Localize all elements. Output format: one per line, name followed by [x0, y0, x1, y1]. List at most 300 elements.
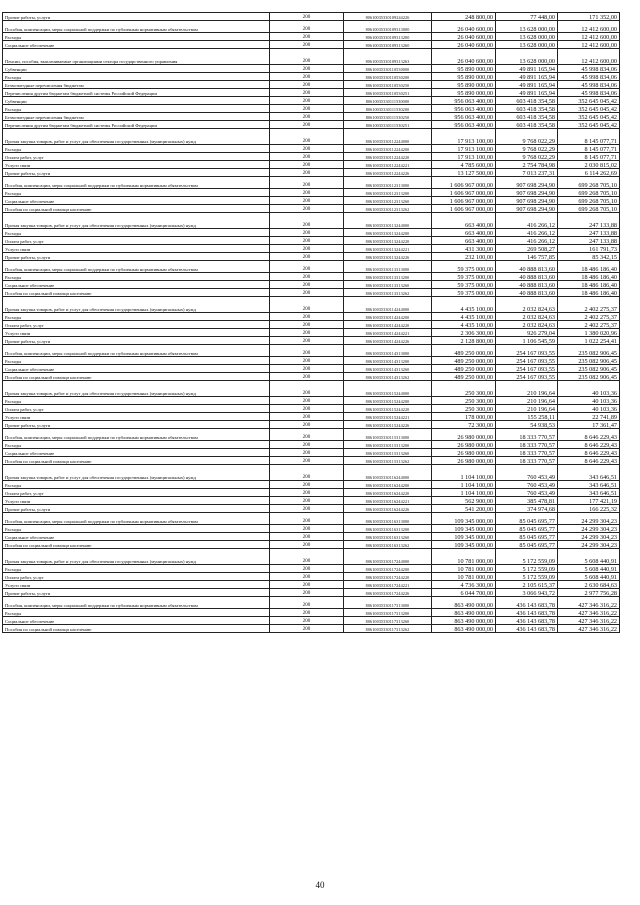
row-remaining-cell: 24 299 304,23: [558, 513, 620, 525]
row-budget-code-cell: 80610035330113244200: [344, 229, 432, 237]
row-executed-cell: 146 757,85: [496, 253, 558, 261]
row-approved-cell: 250 300,00: [432, 381, 496, 397]
table-row: [3, 489, 620, 497]
table-row: [3, 505, 620, 513]
row-remaining-cell: 247 133,88: [558, 213, 620, 229]
row-name-cell: Прочие работы, услуги: [3, 505, 270, 513]
row-approved-cell: 10 781 000,00: [432, 549, 496, 565]
row-name-cell: Расходы: [3, 609, 270, 617]
row-line-code-cell: 200: [270, 457, 344, 465]
row-name-cell: Безвозмездные перечисления бюджетам: [3, 81, 270, 89]
row-line-code-cell: 200: [270, 597, 344, 609]
row-executed-cell: 254 167 093,55: [496, 365, 558, 373]
table-row: [3, 413, 620, 421]
row-approved-cell: 13 127 500,00: [432, 169, 496, 177]
row-line-code-cell: 200: [270, 481, 344, 489]
table-row: [3, 449, 620, 457]
row-name-cell: Пособия, компенсации, меры социальной поддержки по публичным нормативным обязательствам: [3, 429, 270, 441]
row-approved-cell: 1 104 100,00: [432, 481, 496, 489]
table-row: [3, 289, 620, 297]
table-row: [3, 525, 620, 533]
row-approved-cell: 1 606 967 000,00: [432, 177, 496, 189]
row-executed-cell: 49 891 165,94: [496, 89, 558, 97]
row-name-cell: Оплата работ, услуг: [3, 573, 270, 581]
row-executed-cell: 77 448,00: [496, 13, 558, 21]
row-budget-code-cell: 80610035330110530000: [344, 65, 432, 73]
row-name-cell: Расходы: [3, 73, 270, 81]
table-row: [3, 97, 620, 105]
row-remaining-cell: 8 145 077,71: [558, 145, 620, 153]
row-name-cell: Прочие работы, услуги: [3, 337, 270, 345]
row-executed-cell: 13 628 000,00: [496, 21, 558, 33]
row-remaining-cell: 1 380 020,96: [558, 329, 620, 337]
row-remaining-cell: 2 402 275,37: [558, 297, 620, 313]
row-remaining-cell: 427 346 316,22: [558, 609, 620, 617]
row-budget-code-cell: 80610035330114244220: [344, 321, 432, 329]
row-executed-cell: 85 045 695,77: [496, 533, 558, 541]
row-line-code-cell: 200: [270, 505, 344, 513]
row-budget-code-cell: 80610035330116244226: [344, 505, 432, 513]
row-budget-code-cell: 80610035330116244220: [344, 489, 432, 497]
row-name-cell: Прочая закупка товаров, работ и услуг для обеспечения государственных (муниципальных) нужд: [3, 549, 270, 565]
row-name-cell: Расходы: [3, 357, 270, 365]
table-row: [3, 153, 620, 161]
row-approved-cell: 6 044 700,00: [432, 589, 496, 597]
row-approved-cell: 248 800,00: [432, 13, 496, 21]
row-name-cell: Расходы: [3, 273, 270, 281]
row-remaining-cell: 247 133,88: [558, 237, 620, 245]
row-budget-code-cell: 80610035330116313262: [344, 541, 432, 549]
row-line-code-cell: 200: [270, 73, 344, 81]
row-name-cell: Расходы: [3, 565, 270, 573]
row-line-code-cell: 200: [270, 413, 344, 421]
row-line-code-cell: 200: [270, 237, 344, 245]
table-row: [3, 625, 620, 633]
row-line-code-cell: 200: [270, 345, 344, 357]
row-name-cell: Прочие работы, услуги: [3, 169, 270, 177]
row-line-code-cell: 200: [270, 105, 344, 113]
row-remaining-cell: 343 646,51: [558, 489, 620, 497]
row-executed-cell: 5 172 559,09: [496, 565, 558, 573]
row-approved-cell: 4 435 100,00: [432, 297, 496, 313]
row-executed-cell: 416 266,12: [496, 237, 558, 245]
row-remaining-cell: 45 998 834,06: [558, 89, 620, 97]
row-remaining-cell: 247 133,88: [558, 229, 620, 237]
row-line-code-cell: 200: [270, 421, 344, 429]
row-line-code-cell: 200: [270, 525, 344, 533]
row-budget-code-cell: 80610035330113244000: [344, 213, 432, 229]
row-budget-code-cell: 80610035330115244220: [344, 405, 432, 413]
row-name-cell: Расходы: [3, 525, 270, 533]
row-remaining-cell: 8 145 077,71: [558, 153, 620, 161]
row-budget-code-cell: 80610035330117313260: [344, 617, 432, 625]
row-name-cell: Пособия по социальной помощи населению: [3, 541, 270, 549]
row-executed-cell: 907 698 294,90: [496, 197, 558, 205]
table-row: [3, 581, 620, 589]
table-row: [3, 365, 620, 373]
row-budget-code-cell: 80610035330110530250: [344, 81, 432, 89]
row-name-cell: Субвенции: [3, 65, 270, 73]
row-line-code-cell: 200: [270, 205, 344, 213]
row-executed-cell: 49 891 165,94: [496, 81, 558, 89]
row-name-cell: Пособия, компенсации, меры социальной поддержки по публичным нормативным обязательствам: [3, 597, 270, 609]
table-row: [3, 617, 620, 625]
table-row: [3, 297, 620, 313]
row-approved-cell: 95 890 000,00: [432, 65, 496, 73]
row-remaining-cell: 2 402 275,37: [558, 313, 620, 321]
table-row: [3, 65, 620, 73]
row-executed-cell: 760 453,49: [496, 465, 558, 481]
row-remaining-cell: 18 486 186,40: [558, 273, 620, 281]
row-line-code-cell: 200: [270, 213, 344, 229]
row-name-cell: Расходы: [3, 105, 270, 113]
row-executed-cell: 385 478,81: [496, 497, 558, 505]
row-executed-cell: 40 888 813,60: [496, 273, 558, 281]
row-remaining-cell: 8 646 229,43: [558, 457, 620, 465]
row-name-cell: Прочая закупка товаров, работ и услуг для обеспечения государственных (муниципальных) нужд: [3, 129, 270, 145]
row-approved-cell: 26 980 000,00: [432, 457, 496, 465]
row-executed-cell: 155 258,11: [496, 413, 558, 421]
row-approved-cell: 956 063 400,00: [432, 113, 496, 121]
row-approved-cell: 956 063 400,00: [432, 105, 496, 113]
row-executed-cell: 210 196,64: [496, 397, 558, 405]
row-remaining-cell: 2 030 815,02: [558, 161, 620, 169]
row-approved-cell: 863 490 000,00: [432, 597, 496, 609]
row-executed-cell: 254 167 093,55: [496, 357, 558, 365]
row-executed-cell: 2 032 824,63: [496, 313, 558, 321]
row-executed-cell: 926 279,04: [496, 329, 558, 337]
row-name-cell: Прочая закупка товаров, работ и услуг для обеспечения государственных (муниципальных) нужд: [3, 465, 270, 481]
row-name-cell: Оплата работ, услуг: [3, 489, 270, 497]
table-row: [3, 481, 620, 489]
row-line-code-cell: 200: [270, 513, 344, 525]
row-executed-cell: 18 333 770,57: [496, 429, 558, 441]
table-row: [3, 229, 620, 237]
row-line-code-cell: 200: [270, 41, 344, 49]
table-row: [3, 81, 620, 89]
row-remaining-cell: 2 402 275,37: [558, 321, 620, 329]
row-executed-cell: 603 418 354,58: [496, 97, 558, 105]
row-remaining-cell: 699 268 705,10: [558, 205, 620, 213]
row-line-code-cell: 200: [270, 281, 344, 289]
row-name-cell: Социальное обеспечение: [3, 617, 270, 625]
row-budget-code-cell: 80610035330117244220: [344, 573, 432, 581]
row-budget-code-cell: 80610035330116313260: [344, 533, 432, 541]
row-remaining-cell: 699 268 705,10: [558, 197, 620, 205]
row-name-cell: Расходы: [3, 145, 270, 153]
row-budget-code-cell: 80610035330113313200: [344, 273, 432, 281]
row-name-cell: Субвенции: [3, 97, 270, 105]
row-line-code-cell: 200: [270, 13, 344, 21]
row-executed-cell: 436 143 683,78: [496, 625, 558, 633]
budget-table-body: [3, 13, 620, 633]
row-name-cell: Расходы: [3, 313, 270, 321]
row-approved-cell: 59 375 000,00: [432, 273, 496, 281]
row-budget-code-cell: 80610035330115244226: [344, 421, 432, 429]
table-row: [3, 381, 620, 397]
row-executed-cell: 416 266,12: [496, 213, 558, 229]
row-executed-cell: 436 143 683,78: [496, 617, 558, 625]
table-row: [3, 197, 620, 205]
row-executed-cell: 254 167 093,55: [496, 373, 558, 381]
table-row: [3, 205, 620, 213]
row-remaining-cell: 5 608 440,91: [558, 565, 620, 573]
row-executed-cell: 210 196,64: [496, 405, 558, 413]
row-approved-cell: 250 300,00: [432, 397, 496, 405]
row-executed-cell: 2 105 615,37: [496, 581, 558, 589]
row-executed-cell: 18 333 770,57: [496, 449, 558, 457]
row-remaining-cell: 12 412 600,00: [558, 21, 620, 33]
row-approved-cell: 109 345 000,00: [432, 525, 496, 533]
row-remaining-cell: 343 646,51: [558, 465, 620, 481]
row-line-code-cell: 200: [270, 113, 344, 121]
row-name-cell: Социальное обеспечение: [3, 281, 270, 289]
row-budget-code-cell: 80610035330115244000: [344, 381, 432, 397]
row-executed-cell: 85 045 695,77: [496, 513, 558, 525]
row-line-code-cell: 200: [270, 261, 344, 273]
row-budget-code-cell: 80610035330115313000: [344, 429, 432, 441]
row-line-code-cell: 200: [270, 397, 344, 405]
row-executed-cell: 18 333 770,57: [496, 441, 558, 449]
row-name-cell: Пособия по социальной помощи населению: [3, 205, 270, 213]
row-budget-code-cell: 80610035330111530251: [344, 121, 432, 129]
row-budget-code-cell: 80610035330114313000: [344, 345, 432, 357]
row-budget-code-cell: 80610035330110530200: [344, 73, 432, 81]
row-name-cell: Социальное обеспечение: [3, 197, 270, 205]
row-remaining-cell: 427 346 316,22: [558, 597, 620, 609]
row-name-cell: Услуги связи: [3, 581, 270, 589]
table-row: [3, 121, 620, 129]
row-line-code-cell: 200: [270, 129, 344, 145]
row-remaining-cell: 343 646,51: [558, 481, 620, 489]
row-executed-cell: 49 891 165,94: [496, 65, 558, 73]
row-approved-cell: 2 128 800,00: [432, 337, 496, 345]
row-executed-cell: 13 628 000,00: [496, 41, 558, 49]
row-executed-cell: 374 974,68: [496, 505, 558, 513]
row-executed-cell: 9 768 022,29: [496, 145, 558, 153]
table-row: [3, 533, 620, 541]
row-remaining-cell: 17 361,47: [558, 421, 620, 429]
row-budget-code-cell: 80610035330113244226: [344, 253, 432, 261]
row-remaining-cell: 352 645 045,42: [558, 113, 620, 121]
row-name-cell: Оплата работ, услуг: [3, 153, 270, 161]
row-approved-cell: 109 345 000,00: [432, 513, 496, 525]
row-line-code-cell: 200: [270, 533, 344, 541]
row-line-code-cell: 200: [270, 81, 344, 89]
row-remaining-cell: 24 299 304,23: [558, 533, 620, 541]
row-name-cell: Социальное обеспечение: [3, 449, 270, 457]
table-row: [3, 237, 620, 245]
row-line-code-cell: 200: [270, 161, 344, 169]
row-budget-code-cell: 80610035330109244226: [344, 13, 432, 21]
row-name-cell: Пособия, компенсации, меры социальной поддержки по публичным нормативным обязательствам: [3, 513, 270, 525]
row-executed-cell: 40 888 813,60: [496, 281, 558, 289]
table-row: [3, 13, 620, 21]
row-budget-code-cell: 80610035330117313200: [344, 609, 432, 617]
table-row: [3, 465, 620, 481]
row-executed-cell: 85 045 695,77: [496, 541, 558, 549]
row-name-cell: Оплата работ, услуг: [3, 321, 270, 329]
row-approved-cell: 95 890 000,00: [432, 73, 496, 81]
row-name-cell: Прочие работы, услуги: [3, 253, 270, 261]
row-approved-cell: 26 980 000,00: [432, 429, 496, 441]
table-row: [3, 113, 620, 121]
row-executed-cell: 603 418 354,58: [496, 121, 558, 129]
row-line-code-cell: 200: [270, 381, 344, 397]
row-budget-code-cell: 80610035330112244200: [344, 145, 432, 153]
row-remaining-cell: 161 791,73: [558, 245, 620, 253]
row-name-cell: Прочая закупка товаров, работ и услуг для обеспечения государственных (муниципальных) нужд: [3, 381, 270, 397]
row-line-code-cell: 200: [270, 229, 344, 237]
row-executed-cell: 2 754 784,98: [496, 161, 558, 169]
row-executed-cell: 85 045 695,77: [496, 525, 558, 533]
row-approved-cell: 1 606 967 000,00: [432, 205, 496, 213]
row-budget-code-cell: 80610035330115313200: [344, 441, 432, 449]
row-executed-cell: 9 768 022,29: [496, 129, 558, 145]
row-approved-cell: 59 375 000,00: [432, 289, 496, 297]
row-line-code-cell: 200: [270, 541, 344, 549]
row-executed-cell: 5 172 559,09: [496, 549, 558, 565]
table-row: [3, 397, 620, 405]
row-budget-code-cell: 80610035330112313000: [344, 177, 432, 189]
table-row: [3, 441, 620, 449]
row-line-code-cell: 200: [270, 321, 344, 329]
row-budget-code-cell: 80610035330115313262: [344, 457, 432, 465]
table-row: [3, 457, 620, 465]
row-budget-code-cell: 80610035330117244226: [344, 589, 432, 597]
row-budget-code-cell: 80610035330109313260: [344, 41, 432, 49]
table-row: [3, 161, 620, 169]
row-approved-cell: 95 890 000,00: [432, 81, 496, 89]
row-line-code-cell: 200: [270, 245, 344, 253]
row-approved-cell: 109 345 000,00: [432, 533, 496, 541]
table-row: [3, 89, 620, 97]
row-line-code-cell: 200: [270, 145, 344, 153]
row-name-cell: Услуги связи: [3, 245, 270, 253]
row-remaining-cell: 352 645 045,42: [558, 121, 620, 129]
row-approved-cell: 26 040 600,00: [432, 21, 496, 33]
row-budget-code-cell: 80610035330112244000: [344, 129, 432, 145]
row-approved-cell: 663 400,00: [432, 237, 496, 245]
row-name-cell: Социальное обеспечение: [3, 41, 270, 49]
row-budget-code-cell: 80610035330110530251: [344, 89, 432, 97]
row-name-cell: Социальное обеспечение: [3, 365, 270, 373]
row-remaining-cell: 235 082 906,45: [558, 345, 620, 357]
row-approved-cell: 232 100,00: [432, 253, 496, 261]
row-remaining-cell: 699 268 705,10: [558, 189, 620, 197]
row-approved-cell: 863 490 000,00: [432, 625, 496, 633]
row-budget-code-cell: 80610035330112244221: [344, 161, 432, 169]
row-remaining-cell: 12 412 600,00: [558, 33, 620, 41]
row-approved-cell: 17 913 100,00: [432, 153, 496, 161]
row-approved-cell: 10 781 000,00: [432, 565, 496, 573]
row-remaining-cell: 12 412 600,00: [558, 41, 620, 49]
row-executed-cell: 1 106 545,59: [496, 337, 558, 345]
row-executed-cell: 40 888 813,60: [496, 261, 558, 273]
row-name-cell: Расходы: [3, 441, 270, 449]
row-approved-cell: 4 435 100,00: [432, 313, 496, 321]
table-row: [3, 145, 620, 153]
budget-report-page: [0, 12, 640, 633]
row-approved-cell: 1 104 100,00: [432, 489, 496, 497]
row-executed-cell: 254 167 093,55: [496, 345, 558, 357]
row-line-code-cell: 200: [270, 253, 344, 261]
row-approved-cell: 863 490 000,00: [432, 609, 496, 617]
row-executed-cell: 5 172 559,09: [496, 573, 558, 581]
row-remaining-cell: 24 299 304,23: [558, 525, 620, 533]
row-approved-cell: 1 606 967 000,00: [432, 197, 496, 205]
row-line-code-cell: 200: [270, 573, 344, 581]
row-budget-code-cell: 80610035330113313262: [344, 289, 432, 297]
row-name-cell: Пособия по социальной помощи населению: [3, 373, 270, 381]
table-row: [3, 129, 620, 145]
row-budget-code-cell: 80610035330117244000: [344, 549, 432, 565]
row-line-code-cell: 200: [270, 197, 344, 205]
row-name-cell: Прочие работы, услуги: [3, 421, 270, 429]
row-budget-code-cell: 80610035330114244226: [344, 337, 432, 345]
row-remaining-cell: 177 421,19: [558, 497, 620, 505]
row-remaining-cell: 85 342,15: [558, 253, 620, 261]
row-name-cell: Пособия, компенсации, меры социальной поддержки по публичным нормативным обязательствам: [3, 261, 270, 273]
row-line-code-cell: 200: [270, 169, 344, 177]
row-remaining-cell: 45 998 834,06: [558, 65, 620, 73]
table-row: [3, 541, 620, 549]
row-approved-cell: 663 400,00: [432, 229, 496, 237]
table-row: [3, 565, 620, 573]
row-budget-code-cell: 80610035330111530250: [344, 113, 432, 121]
row-remaining-cell: 235 082 906,45: [558, 365, 620, 373]
row-executed-cell: 907 698 294,90: [496, 189, 558, 197]
row-approved-cell: 1 606 967 000,00: [432, 189, 496, 197]
row-budget-code-cell: 80610035330116313200: [344, 525, 432, 533]
row-remaining-cell: 18 486 186,40: [558, 281, 620, 289]
row-approved-cell: 956 063 400,00: [432, 97, 496, 105]
row-approved-cell: 17 913 100,00: [432, 145, 496, 153]
table-row: [3, 21, 620, 33]
table-row: [3, 597, 620, 609]
row-name-cell: Услуги связи: [3, 329, 270, 337]
row-budget-code-cell: 80610035330112313260: [344, 197, 432, 205]
table-row: [3, 49, 620, 65]
row-budget-code-cell: 80610035330111530000: [344, 97, 432, 105]
row-name-cell: Пособия по социальной помощи населению: [3, 457, 270, 465]
table-row: [3, 405, 620, 413]
row-executed-cell: 907 698 294,90: [496, 177, 558, 189]
row-executed-cell: 40 888 813,60: [496, 289, 558, 297]
row-approved-cell: 250 300,00: [432, 405, 496, 413]
row-remaining-cell: 171 352,00: [558, 13, 620, 21]
row-budget-code-cell: 80610035330112313200: [344, 189, 432, 197]
row-remaining-cell: 352 645 045,42: [558, 97, 620, 105]
row-line-code-cell: 200: [270, 297, 344, 313]
table-row: [3, 329, 620, 337]
row-remaining-cell: 8 646 229,43: [558, 429, 620, 441]
row-line-code-cell: 200: [270, 625, 344, 633]
row-approved-cell: 431 300,00: [432, 245, 496, 253]
row-name-cell: Пособия по социальной помощи населению: [3, 625, 270, 633]
row-name-cell: Пенсии, пособия, выплачиваемые организациями сектора государственного управления: [3, 49, 270, 65]
row-name-cell: Оплата работ, услуг: [3, 237, 270, 245]
table-row: [3, 253, 620, 261]
row-remaining-cell: 1 022 254,41: [558, 337, 620, 345]
row-name-cell: Расходы: [3, 397, 270, 405]
row-remaining-cell: 12 412 600,00: [558, 49, 620, 65]
row-budget-code-cell: 80610035330117244221: [344, 581, 432, 589]
row-line-code-cell: 200: [270, 313, 344, 321]
row-budget-code-cell: 80610035330116244000: [344, 465, 432, 481]
row-budget-code-cell: 80610035330111530200: [344, 105, 432, 113]
table-row: [3, 189, 620, 197]
